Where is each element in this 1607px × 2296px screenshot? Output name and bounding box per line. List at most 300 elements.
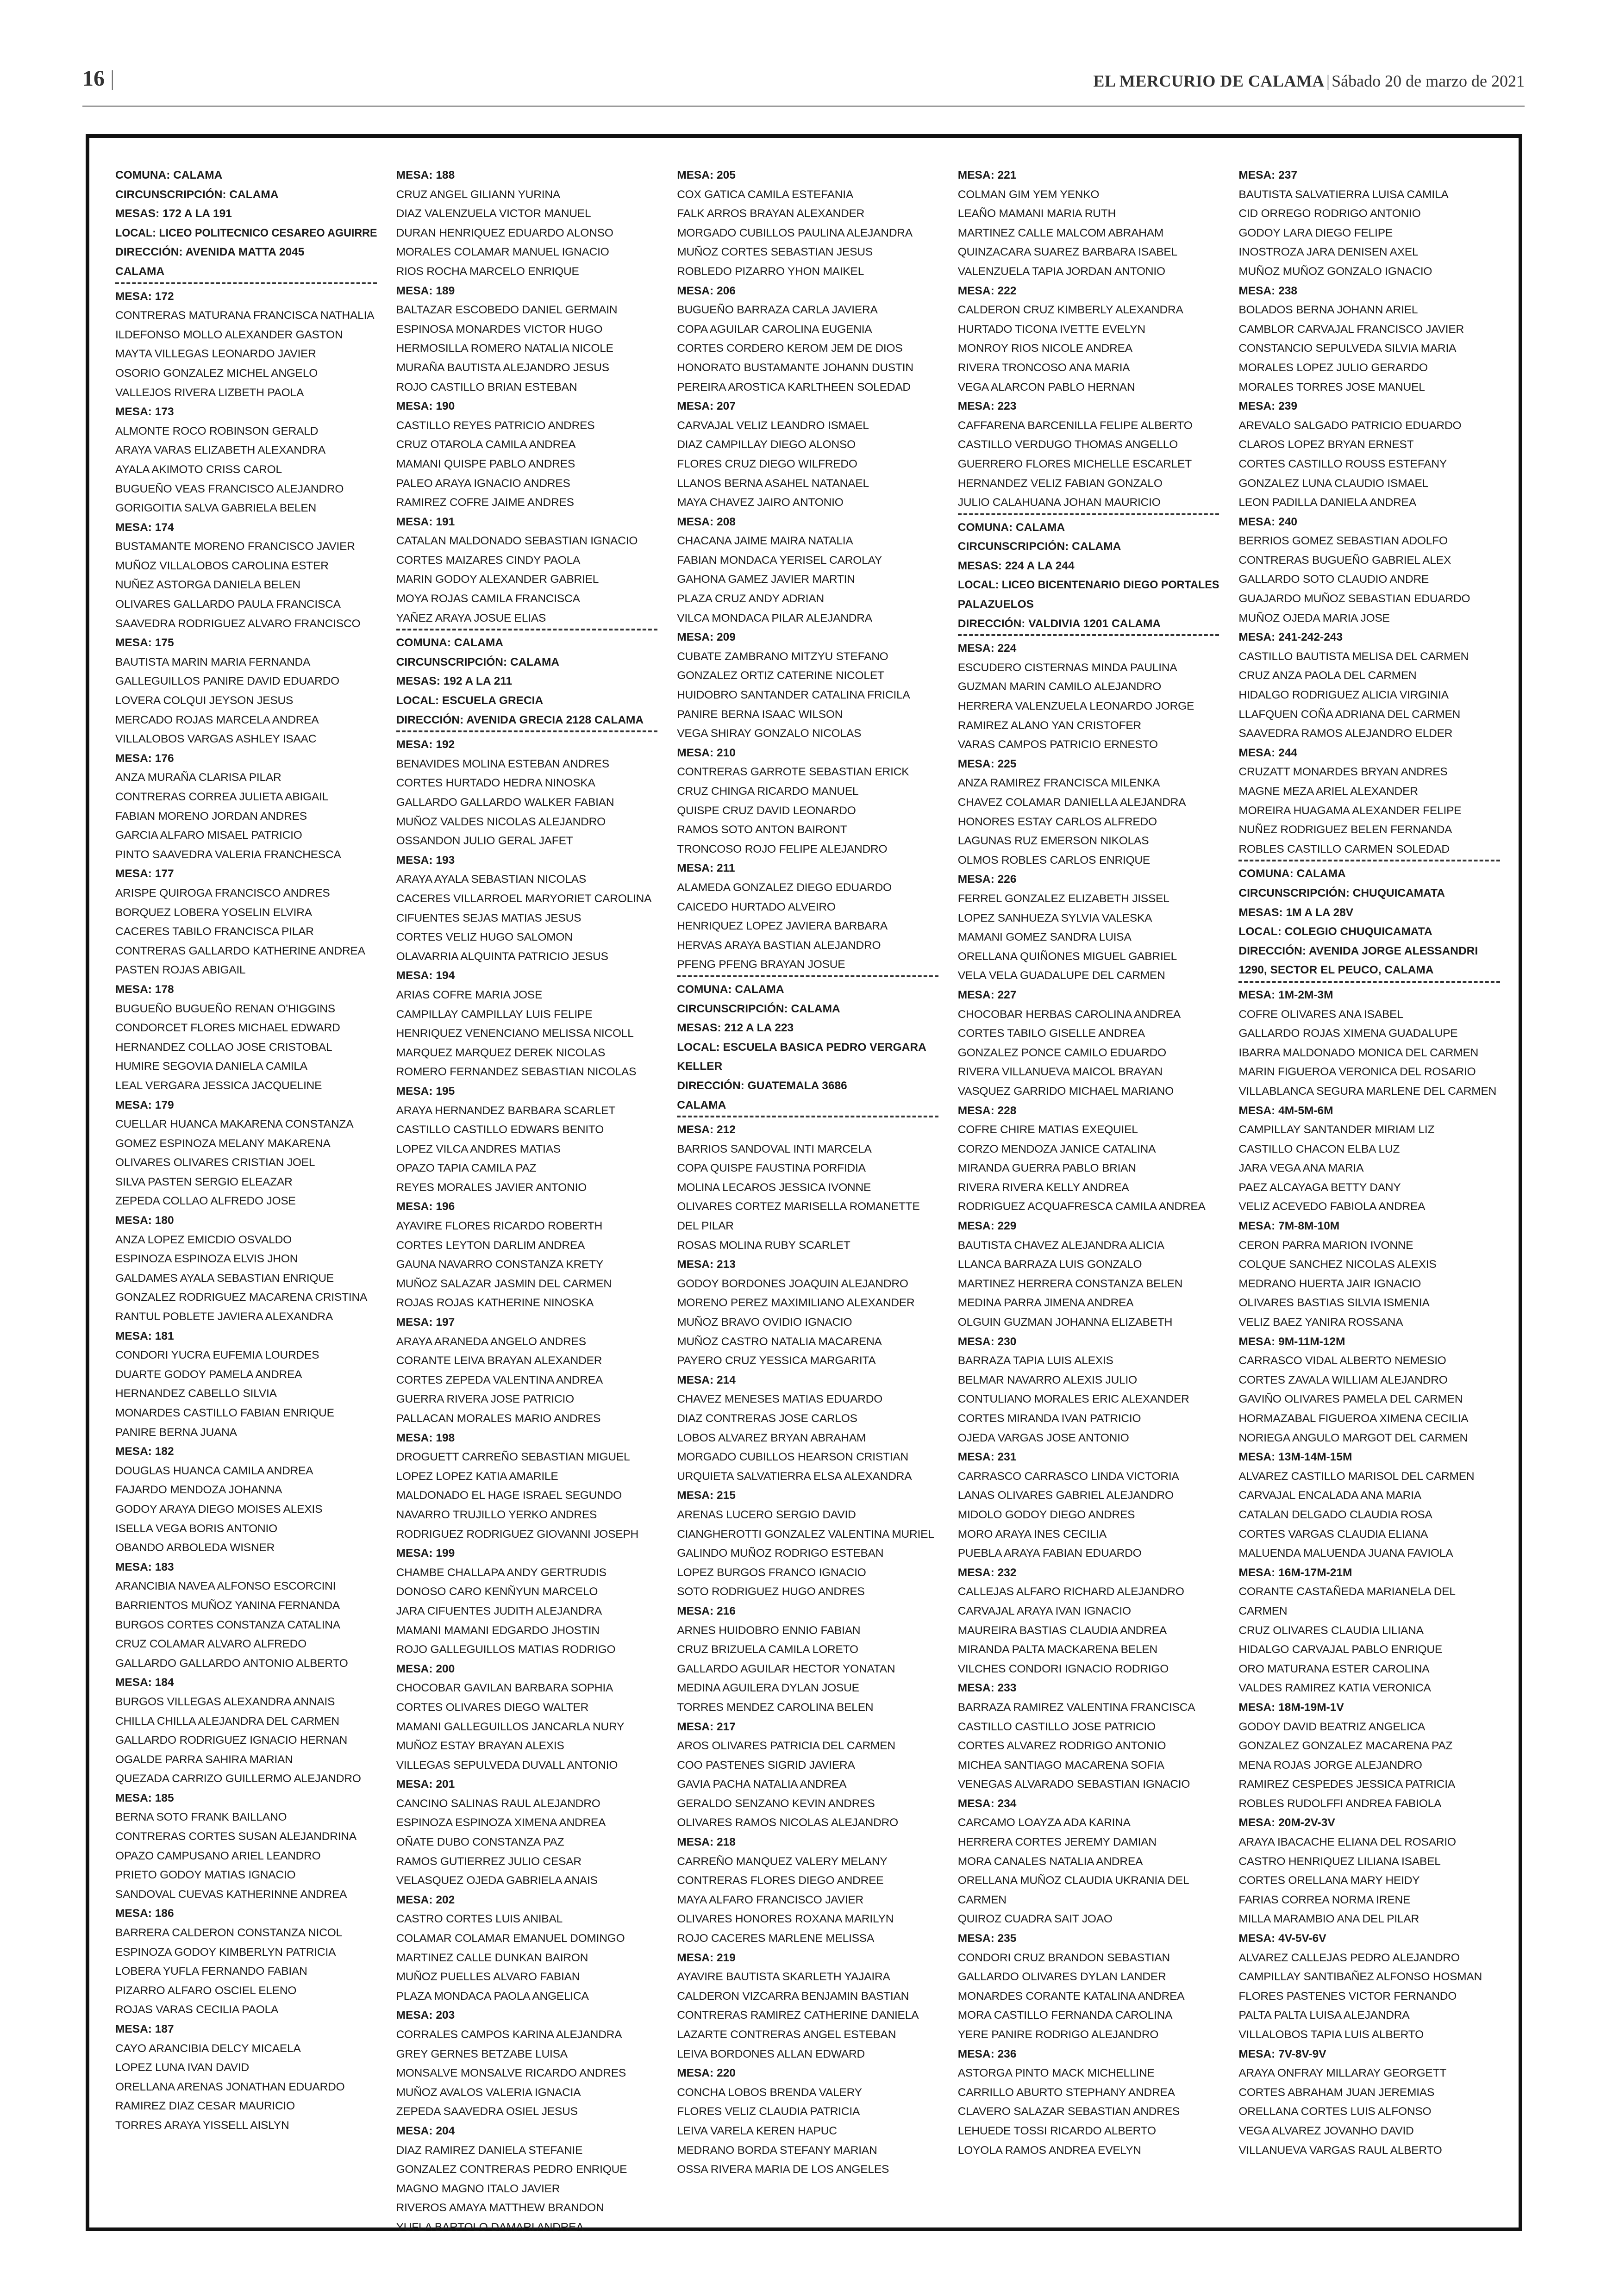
voter-name: CRUZ BRIZUELA CAMILA LORETO — [677, 1643, 858, 1656]
voter-name: YERE PANIRE RODRIGO ALEJANDRO — [957, 2028, 1159, 2041]
voter-name: MORALES LOPEZ JULIO GERARDO — [1238, 361, 1428, 374]
voter-name: COLAMAR COLAMAR EMANUEL DOMINGO — [396, 1932, 625, 1945]
mesa-heading: MESA: 227 — [957, 988, 1017, 1001]
voter-name: OLIVARES OLIVARES CRISTIAN JOEL — [115, 1156, 315, 1169]
voter-name: FLORES PASTENES VICTOR FERNANDO — [1238, 1990, 1457, 2003]
voter-name: ARAYA ONFRAY MILLARAY GEORGETT — [1238, 2067, 1447, 2080]
mesa-heading: MESA: 176 — [115, 752, 174, 765]
voter-name: CACERES VILLARROEL MARYORIET CAROLINA — [396, 892, 652, 905]
mesa-heading: MESA: 191 — [396, 515, 455, 528]
voter-name: HURTADO TICONA IVETTE EVELYN — [957, 323, 1145, 336]
mesa-heading: MESA: 224 — [957, 642, 1017, 655]
voter-name: GODOY LARA DIEGO FELIPE — [1238, 226, 1393, 239]
mesa-heading: MESA: 216 — [677, 1604, 736, 1617]
voter-name: GONZALEZ GONZALEZ MACARENA PAZ — [1238, 1740, 1453, 1753]
voter-name: BAUTISTA MARIN MARIA FERNANDA — [115, 655, 311, 668]
voter-name: MURAÑA BAUTISTA ALEJANDRO JESUS — [396, 361, 609, 374]
voter-name: TORRES ARAYA YISSELL AISLYN — [115, 2119, 289, 2132]
voter-name: OJEDA VARGAS JOSE ANTONIO — [957, 1431, 1129, 1444]
voter-name: CASTRO CORTES LUIS ANIBAL — [396, 1913, 563, 1926]
voter-name: CONSTANCIO SEPULVEDA SILVIA MARIA — [1238, 342, 1457, 355]
voter-name: GORIGOITIA SALVA GABRIELA BELEN — [115, 502, 317, 515]
mesa-heading: MESA: 235 — [957, 1932, 1017, 1945]
voter-name: CIFUENTES SEJAS MATIAS JESUS — [396, 911, 582, 924]
voter-name: MAMANI QUISPE PABLO ANDRES — [396, 457, 575, 470]
voter-name: CRUZ ANZA PAOLA DEL CARMEN — [1238, 669, 1417, 682]
polling-place-info: MESAS: 212 A LA 223 — [677, 1022, 794, 1035]
voter-name: GUZMAN MARIN CAMILO ALEJANDRO — [957, 680, 1162, 693]
voter-name: VARAS CAMPOS PATRICIO ERNESTO — [957, 738, 1158, 751]
voter-name: BORQUEZ LOBERA YOSELIN ELVIRA — [115, 906, 312, 919]
voter-name: GALLARDO RODRIGUEZ IGNACIO HERNAN — [115, 1734, 348, 1747]
polling-place-info: LOCAL: LICEO POLITECNICO CESAREO AGUIRRE — [115, 226, 377, 239]
voter-name: OLIVARES GALLARDO PAULA FRANCISCA — [115, 598, 341, 611]
voter-name: CALDERON CRUZ KIMBERLY ALEXANDRA — [957, 304, 1183, 317]
voter-name: CASTILLO CHACON ELBA LUZ — [1238, 1142, 1400, 1155]
voter-name: ROJO CACERES MARLENE MELISSA — [677, 1932, 875, 1945]
voter-name: ORELLANA CORTES LUIS ALFONSO — [1238, 2105, 1432, 2118]
voter-name: BARRAZA RAMIREZ VALENTINA FRANCISCA — [957, 1701, 1195, 1714]
voter-name: CUELLAR HUANCA MAKARENA CONSTANZA — [115, 1118, 354, 1131]
voter-name: GODOY ARAYA DIEGO MOISES ALEXIS — [115, 1503, 323, 1516]
voter-name: ORELLANA QUIÑONES MIGUEL GABRIEL — [957, 950, 1177, 963]
voter-name: BAUTISTA SALVATIERRA LUISA CAMILA — [1238, 188, 1449, 201]
mesa-heading: MESA: 209 — [677, 631, 736, 644]
voter-name: ESPINOSA MONARDES VICTOR HUGO — [396, 323, 603, 336]
mesa-heading: MESA: 194 — [396, 969, 455, 982]
voter-name: SAAVEDRA RODRIGUEZ ALVARO FRANCISCO — [115, 617, 361, 630]
voter-name: MARIN GODOY ALEXANDER GABRIEL — [396, 573, 599, 586]
voter-name: CONTRERAS GARROTE SEBASTIAN ERICK — [677, 766, 909, 779]
polling-place-info: CIRCUNSCRIPCIÓN: CALAMA — [115, 188, 279, 201]
voter-name: ARENAS LUCERO SERGIO DAVID — [677, 1508, 856, 1521]
voter-name: URQUIETA SALVATIERRA ELSA ALEXANDRA — [677, 1470, 912, 1483]
voter-name: HERMOSILLA ROMERO NATALIA NICOLE — [396, 342, 613, 355]
voter-name: OSSANDON JULIO GERAL JAFET — [396, 835, 573, 848]
voter-name: GAHONA GAMEZ JAVIER MARTIN — [677, 573, 855, 586]
voter-name: LOPEZ BURGOS FRANCO IGNACIO — [677, 1566, 866, 1579]
voter-name: MOLINA LECAROS JESSICA IVONNE — [677, 1181, 871, 1194]
voter-name: CACERES TABILO FRANCISCA PILAR — [115, 925, 314, 938]
voter-name: COO PASTENES SIGRID JAVIERA — [677, 1759, 855, 1772]
voter-name: SAAVEDRA RAMOS ALEJANDRO ELDER — [1238, 727, 1453, 740]
voter-name: CONTULIANO MORALES ERIC ALEXANDER — [957, 1393, 1189, 1406]
voter-name: NUÑEZ RODRIGUEZ BELEN FERNANDA — [1238, 824, 1452, 836]
voter-name: HERRERA CORTES JEREMY DAMIAN — [957, 1836, 1157, 1849]
voter-name: CONDORCET FLORES MICHAEL EDWARD — [115, 1022, 340, 1035]
voter-name: CAICEDO HURTADO ALVEIRO — [677, 900, 836, 913]
voter-name: CHAVEZ MENESES MATIAS EDUARDO — [677, 1393, 883, 1406]
voter-name: ILDEFONSO MOLLO ALEXANDER GASTON — [115, 328, 343, 341]
voter-name: OLIVARES RAMOS NICOLAS ALEJANDRO — [677, 1816, 899, 1829]
voter-name: VEGA ALARCON PABLO HERNAN — [957, 381, 1135, 393]
mesa-heading: MESA: 182 — [115, 1445, 174, 1458]
voter-name: PFENG PFENG BRAYAN JOSUE — [677, 958, 845, 971]
voter-name: MENA ROJAS JORGE ALEJANDRO — [1238, 1759, 1422, 1772]
voter-name: JARA VEGA ANA MARIA — [1238, 1162, 1364, 1175]
voter-name: COX GATICA CAMILA ESTEFANIA — [677, 188, 853, 201]
polling-place-info: CALAMA — [115, 265, 165, 278]
voter-name: ESCUDERO CISTERNAS MINDA PAULINA — [957, 661, 1177, 674]
voter-name: BURGOS VILLEGAS ALEXANDRA ANNAIS — [115, 1695, 335, 1708]
mesa-heading: MESA: 220 — [677, 2067, 736, 2080]
voter-name: CUBATE ZAMBRANO MITZYU STEFANO — [677, 650, 888, 663]
voter-name: OPAZO TAPIA CAMILA PAZ — [396, 1162, 537, 1175]
voter-name: MARIN FIGUEROA VERONICA DEL ROSARIO — [1238, 1066, 1476, 1079]
voter-name: BUGUEÑO BUGUEÑO RENAN O'HIGGINS — [115, 1002, 335, 1015]
voter-name: ALMONTE ROCO ROBINSON GERALD — [115, 424, 319, 437]
voter-name: MONARDES CORANTE KATALINA ANDREA — [957, 1990, 1185, 2003]
voter-name: VASQUEZ GARRIDO MICHAEL MARIANO — [957, 1085, 1174, 1098]
voter-name: VILLANUEVA VARGAS RAUL ALBERTO — [1238, 2144, 1442, 2157]
polling-place-info: COMUNA: CALAMA — [1238, 867, 1346, 880]
voter-name: VILLALOBOS VARGAS ASHLEY ISAAC — [115, 733, 317, 746]
voter-name: MAMANI GOMEZ SANDRA LUISA — [957, 931, 1132, 944]
voter-name: MAGNE MEZA ARIEL ALEXANDER — [1238, 785, 1418, 798]
mesa-heading: MESA: 187 — [115, 2023, 174, 2035]
voter-name: FALK ARROS BRAYAN ALEXANDER — [677, 207, 865, 220]
voter-name: MUÑOZ OJEDA MARIA JOSE — [1238, 611, 1390, 624]
voter-name: VELA VELA GUADALUPE DEL CARMEN — [957, 969, 1165, 982]
section-divider — [677, 975, 938, 977]
voter-name: QUIROZ CUADRA SAIT JOAO — [957, 1913, 1113, 1926]
voter-name: PAYERO CRUZ YESSICA MARGARITA — [677, 1354, 876, 1367]
mesa-heading: MESA: 213 — [677, 1258, 736, 1271]
voter-name: ANZA LOPEZ EMICDIO OSVALDO — [115, 1233, 292, 1246]
mesa-heading: MESA: 218 — [677, 1836, 736, 1849]
voter-name: GALLARDO ROJAS XIMENA GUADALUPE — [1238, 1027, 1458, 1040]
mesa-heading: MESA: 200 — [396, 1662, 455, 1675]
polling-place-info: MESAS: 192 A LA 211 — [396, 675, 513, 688]
voter-name: ROJO CASTILLO BRIAN ESTEBAN — [396, 381, 577, 393]
voter-name: ARISPE QUIROGA FRANCISCO ANDRES — [115, 886, 330, 899]
voter-name: TORRES MENDEZ CAROLINA BELEN — [677, 1701, 874, 1714]
polling-place-info: LOCAL: ESCUELA BASICA PEDRO VERGARA — [677, 1041, 926, 1054]
voter-name: DIAZ RAMIREZ DANIELA STEFANIE — [396, 2144, 583, 2157]
mesa-heading: MESA: 201 — [396, 1778, 455, 1791]
mesa-heading: MESA: 238 — [1238, 284, 1298, 297]
voter-name: RIVERA TRONCOSO ANA MARIA — [957, 361, 1130, 374]
voter-name: CONTRERAS FLORES DIEGO ANDREE — [677, 1874, 884, 1887]
voter-name: PALTA PALTA LUISA ALEJANDRA — [1238, 2009, 1410, 2022]
voter-name: FLORES VELIZ CLAUDIA PATRICIA — [677, 2105, 860, 2118]
polling-place-info: DIRECCIÓN: GUATEMALA 3686 — [677, 1079, 847, 1092]
polling-place-info: DIRECCIÓN: AVENIDA JORGE ALESSANDRI — [1238, 944, 1478, 957]
voter-name: CORTES VELIZ HUGO SALOMON — [396, 931, 573, 944]
polling-place-info: PALAZUELOS — [957, 598, 1034, 611]
voter-name: ORELLANA ARENAS JONATHAN EDUARDO — [115, 2080, 345, 2093]
voter-name: CORANTE LEIVA BRAYAN ALEXANDER — [396, 1354, 602, 1367]
mesa-heading: MESA: 236 — [957, 2047, 1017, 2060]
voter-name: GAUNA NAVARRO CONSTANZA KRETY — [396, 1258, 604, 1271]
mesa-heading: MESA: 181 — [115, 1329, 174, 1342]
voter-name: COLQUE SANCHEZ NICOLAS ALEXIS — [1238, 1258, 1437, 1271]
voter-name: GALLARDO SOTO CLAUDIO ANDRE — [1238, 573, 1429, 586]
voter-name: ALVAREZ CASTILLO MARISOL DEL CARMEN — [1238, 1470, 1475, 1483]
mesa-heading: MESA: 205 — [677, 169, 736, 181]
mesa-heading: MESA: 174 — [115, 521, 174, 534]
mesa-heading: MESA: 4V-5V-6V — [1238, 1932, 1326, 1945]
voter-name: VILLEGAS SEPULVEDA DUVALL ANTONIO — [396, 1759, 618, 1772]
voter-name: HERRERA VALENZUELA LEONARDO JORGE — [957, 700, 1194, 713]
voter-name: AYALA AKIMOTO CRISS CAROL — [115, 463, 282, 476]
voter-name: DEL PILAR — [677, 1220, 734, 1233]
mesa-heading: MESA: 234 — [957, 1797, 1017, 1810]
voter-name: CRUZ OLIVARES CLAUDIA LILIANA — [1238, 1624, 1424, 1637]
voter-name: VILCHES CONDORI IGNACIO RODRIGO — [957, 1662, 1169, 1675]
voter-name: MUÑOZ SALAZAR JASMIN DEL CARMEN — [396, 1277, 612, 1290]
voter-name: ROBLES RUDOLFFI ANDREA FABIOLA — [1238, 1797, 1442, 1810]
voter-name: BARRIOS SANDOVAL INTI MARCELA — [677, 1142, 872, 1155]
voter-name: DURAN HENRIQUEZ EDUARDO ALONSO — [396, 226, 613, 239]
voter-name: MUÑOZ VALDES NICOLAS ALEJANDRO — [396, 815, 606, 828]
mesa-heading: MESA: 219 — [677, 1951, 736, 1964]
polling-place-info: CIRCUNSCRIPCIÓN: CALAMA — [677, 1002, 840, 1015]
mesa-heading: MESA: 173 — [115, 406, 174, 418]
section-divider — [396, 730, 658, 732]
voter-name: MONROY RIOS NICOLE ANDREA — [957, 342, 1132, 355]
voter-name: GUERRA RIVERA JOSE PATRICIO — [396, 1393, 575, 1406]
section-divider — [958, 513, 1219, 515]
voter-name: MUÑOZ ESTAY BRAYAN ALEXIS — [396, 1740, 564, 1753]
voter-name: GONZALEZ LUNA CLAUDIO ISMAEL — [1238, 477, 1429, 490]
mesa-heading: MESA: 206 — [677, 284, 736, 297]
voter-name: CALLEJAS ALFARO RICHARD ALEJANDRO — [957, 1585, 1184, 1598]
voter-name: PEREIRA AROSTICA KARLTHEEN SOLEDAD — [677, 381, 911, 393]
voter-name: ASTORGA PINTO MACK MICHELLINE — [957, 2067, 1155, 2080]
mesa-heading: MESA: 244 — [1238, 746, 1298, 759]
section-divider — [1238, 981, 1500, 983]
mesa-heading: MESA: 229 — [957, 1220, 1017, 1233]
mesa-heading: MESA: 223 — [957, 400, 1017, 413]
voter-name: OLMOS ROBLES CARLOS ENRIQUE — [957, 854, 1151, 867]
voter-name: BURGOS CORTES CONSTANZA CATALINA — [115, 1618, 340, 1631]
voter-name: CARRASCO CARRASCO LINDA VICTORIA — [957, 1470, 1179, 1483]
voter-name: MORA CASTILLO FERNANDA CAROLINA — [957, 2009, 1173, 2022]
mesa-heading: MESA: 184 — [115, 1676, 174, 1689]
voter-name: CALDERON VIZCARRA BENJAMIN BASTIAN — [677, 1990, 909, 2003]
polling-place-info: DIRECCIÓN: VALDIVIA 1201 CALAMA — [957, 617, 1161, 630]
voter-name: CONTRERAS BUGUEÑO GABRIEL ALEX — [1238, 554, 1451, 567]
voter-name: LOPEZ SANHUEZA SYLVIA VALESKA — [957, 911, 1152, 924]
voter-name: CAFFARENA BARCENILLA FELIPE ALBERTO — [957, 419, 1193, 432]
voter-name: GALDAMES AYALA SEBASTIAN ENRIQUE — [115, 1272, 334, 1285]
mesa-heading: MESA: 172 — [115, 290, 174, 303]
voter-name: VILCA MONDACA PILAR ALEJANDRA — [677, 611, 872, 624]
voter-name: LLAFQUEN COÑA ADRIANA DEL CARMEN — [1238, 708, 1461, 721]
voter-name: HERNANDEZ VELIZ FABIAN GONZALO — [957, 477, 1163, 490]
polling-place-info: 1290, SECTOR EL PEUCO, CALAMA — [1238, 964, 1434, 977]
voter-name: CARMEN — [957, 1893, 1007, 1906]
voter-name: HERNANDEZ COLLAO JOSE CRISTOBAL — [115, 1041, 332, 1054]
voter-name: QUISPE CRUZ DAVID LEONARDO — [677, 804, 856, 817]
polling-place-info: LOCAL: ESCUELA GRECIA — [396, 694, 544, 707]
voter-name: DIAZ CAMPILLAY DIEGO ALONSO — [677, 438, 856, 451]
voter-name: LOBERA YUFLA FERNANDO FABIAN — [115, 1965, 307, 1978]
voter-name: ALAMEDA GONZALEZ DIEGO EDUARDO — [677, 881, 892, 894]
mesa-heading: MESA: 196 — [396, 1200, 455, 1213]
voter-name: BERRIOS GOMEZ SEBASTIAN ADOLFO — [1238, 535, 1448, 548]
masthead — [1093, 71, 1525, 91]
voter-name: RAMIREZ DIAZ CESAR MAURICIO — [115, 2100, 295, 2113]
voter-name: HIDALGO RODRIGUEZ ALICIA VIRGINIA — [1238, 689, 1449, 702]
voter-name: CORTES CORDERO KEROM JEM DE DIOS — [677, 342, 903, 355]
voter-name: CRUZ CHINGA RICARDO MANUEL — [677, 785, 859, 798]
voter-name: MORGADO CUBILLOS HEARSON CRISTIAN — [677, 1451, 909, 1464]
voter-name: MARQUEZ MARQUEZ DEREK NICOLAS — [396, 1046, 606, 1059]
voter-name: ESPINOZA ESPINOZA ELVIS JHON — [115, 1253, 298, 1266]
voter-name: CARRILLO ABURTO STEPHANY ANDREA — [957, 2086, 1175, 2099]
voter-name: IBARRA MALDONADO MONICA DEL CARMEN — [1238, 1046, 1479, 1059]
voter-name: BALTAZAR ESCOBEDO DANIEL GERMAIN — [396, 304, 618, 317]
voter-name: BOLADOS BERNA JOHANN ARIEL — [1238, 304, 1418, 317]
voter-name: SILVA PASTEN SERGIO ELEAZAR — [115, 1175, 293, 1188]
voter-name: CORTES MIRANDA IVAN PATRICIO — [957, 1412, 1141, 1425]
voter-name: CRUZ COLAMAR ALVARO ALFREDO — [115, 1638, 307, 1651]
voter-name: CARRASCO VIDAL ALBERTO NEMESIO — [1238, 1354, 1446, 1367]
voter-name: FLORES CRUZ DIEGO WILFREDO — [677, 457, 857, 470]
voter-name: MALDONADO EL HAGE ISRAEL SEGUNDO — [396, 1489, 622, 1502]
voter-name: HORMAZABAL FIGUEROA XIMENA CECILIA — [1238, 1412, 1469, 1425]
mesa-heading: MESA: 202 — [396, 1893, 455, 1906]
voter-name: GOMEZ ESPINOZA MELANY MAKARENA — [115, 1137, 331, 1150]
voter-name: PLAZA CRUZ ANDY ADRIAN — [677, 593, 825, 605]
mesa-heading: MESA: 230 — [957, 1335, 1017, 1348]
mesa-heading: MESA: 18M-19M-1V — [1238, 1701, 1344, 1714]
voter-name: FABIAN MONDACA YERISEL CAROLAY — [677, 554, 882, 567]
voter-name: CONTRERAS CORTES SUSAN ALEJANDRINA — [115, 1830, 356, 1843]
voter-name: CID ORREGO RODRIGO ANTONIO — [1238, 207, 1421, 220]
voter-name: OSSA RIVERA MARIA DE LOS ANGELES — [677, 2163, 889, 2176]
voter-name: ARAYA ARANEDA ANGELO ANDRES — [396, 1335, 586, 1348]
voter-name: PASTEN ROJAS ABIGAIL — [115, 964, 246, 977]
mesa-heading: MESA: 7M-8M-10M — [1238, 1220, 1340, 1233]
mesa-heading: MESA: 204 — [396, 2124, 455, 2137]
voter-name: RIVEROS AMAYA MATTHEW BRANDON — [396, 2202, 604, 2215]
voter-name: NUÑEZ ASTORGA DANIELA BELEN — [115, 579, 300, 592]
voter-name: OPAZO CAMPUSANO ARIEL LEANDRO — [115, 1849, 321, 1862]
voter-name: LOPEZ VILCA ANDRES MATIAS — [396, 1142, 561, 1155]
voter-name: CORTES ORELLANA MARY HEIDY — [1238, 1874, 1420, 1887]
voter-name: BUSTAMANTE MORENO FRANCISCO JAVIER — [115, 540, 355, 553]
voter-name: MIRANDA GUERRA PABLO BRIAN — [957, 1162, 1136, 1175]
mesa-heading: MESA: 240 — [1238, 515, 1298, 528]
mesa-heading: MESA: 221 — [957, 169, 1017, 181]
voter-name: CARCAMO LOAYZA ADA KARINA — [957, 1816, 1131, 1829]
voter-name: ESPINOZA ESPINOZA XIMENA ANDREA — [396, 1816, 606, 1829]
voter-name: SANDOVAL CUEVAS KATHERINNE ANDREA — [115, 1888, 347, 1901]
voter-name: VELIZ BAEZ YANIRA ROSSANA — [1238, 1316, 1403, 1329]
voter-name: FARIAS CORREA NORMA IRENE — [1238, 1893, 1411, 1906]
voter-name: CORTES TABILO GISELLE ANDREA — [957, 1027, 1145, 1040]
voter-name: HERNANDEZ CABELLO SILVIA — [115, 1387, 277, 1400]
polling-place-info: COMUNA: CALAMA — [957, 521, 1065, 534]
voter-name: CASTILLO CASTILLO JOSE PATRICIO — [957, 1720, 1156, 1733]
voter-name: LLANCA BARRAZA LUIS GONZALO — [957, 1258, 1142, 1271]
voter-name: VALENZUELA TAPIA JORDAN ANTONIO — [957, 265, 1165, 278]
voter-name: LOVERA COLQUI JEYSON JESUS — [115, 694, 294, 707]
mesa-heading: MESA: 212 — [677, 1123, 736, 1136]
voter-name: DONOSO CARO KENÑYUN MARCELO — [396, 1585, 598, 1598]
section-divider — [677, 1116, 938, 1117]
voter-name: MORALES COLAMAR MANUEL IGNACIO — [396, 246, 609, 259]
polling-place-info: CIRCUNSCRIPCIÓN: CALAMA — [957, 540, 1121, 553]
mesa-heading: MESA: 195 — [396, 1085, 455, 1098]
voter-name: CERON PARRA MARION IVONNE — [1238, 1239, 1413, 1252]
voter-name: CONTRERAS MATURANA FRANCISCA NATHALIA — [115, 309, 375, 322]
voter-name: GONZALEZ RODRIGUEZ MACARENA CRISTINA — [115, 1291, 368, 1304]
column-5 — [1238, 166, 1500, 2214]
mesa-heading: MESA: 185 — [115, 1791, 174, 1804]
voter-name: CONDORI YUCRA EUFEMIA LOURDES — [115, 1349, 319, 1362]
voter-name: MAGNO MAGNO ITALO JAVIER — [396, 2182, 560, 2195]
voter-name: CHAMBE CHALLAPA ANDY GERTRUDIS — [396, 1566, 607, 1579]
voter-name: ROBLES CASTILLO CARMEN SOLEDAD — [1238, 842, 1450, 855]
voter-name: NORIEGA ANGULO MARGOT DEL CARMEN — [1238, 1431, 1468, 1444]
voter-name: VALDES RAMIREZ KATIA VERONICA — [1238, 1682, 1431, 1695]
section-divider — [1238, 860, 1500, 861]
voter-name: MUÑOZ VILLALOBOS CAROLINA ESTER — [115, 559, 329, 572]
voter-name: OGALDE PARRA SAHIRA MARIAN — [115, 1753, 293, 1766]
voter-name: CONTRERAS RAMIREZ CATHERINE DANIELA — [677, 2009, 919, 2022]
polling-place-info: CIRCUNSCRIPCIÓN: CALAMA — [396, 655, 560, 668]
voter-name: MARTINEZ CALLE DUNKAN BAIRON — [396, 1951, 588, 1964]
voter-name: CHAVEZ COLAMAR DANIELLA ALEJANDRA — [957, 796, 1186, 809]
voter-name: LANAS OLIVARES GABRIEL ALEJANDRO — [957, 1489, 1174, 1502]
voter-name: INOSTROZA JARA DENISEN AXEL — [1238, 246, 1419, 259]
voter-name: LEON PADILLA DANIELA ANDREA — [1238, 496, 1416, 509]
voter-name: DOUGLAS HUANCA CAMILA ANDREA — [115, 1464, 313, 1477]
voter-name: LEIVA VARELA KEREN HAPUC — [677, 2124, 837, 2137]
voter-name: MOREIRA HUAGAMA ALEXANDER FELIPE — [1238, 804, 1462, 817]
voter-name: CATALAN DELGADO CLAUDIA ROSA — [1238, 1508, 1432, 1521]
voter-name: HONORATO BUSTAMANTE JOHANN DUSTIN — [677, 361, 913, 374]
mesa-heading: MESA: 203 — [396, 2009, 455, 2022]
voter-name: LOPEZ LUNA IVAN DAVID — [115, 2061, 249, 2074]
voter-name: GONZALEZ ORTIZ CATERINE NICOLET — [677, 669, 884, 682]
voter-name: PLAZA MONDACA PAOLA ANGELICA — [396, 1990, 589, 2003]
voter-name: COPA AGUILAR CAROLINA EUGENIA — [677, 323, 872, 336]
voting-table-frame — [86, 134, 1522, 2234]
polling-place-info: LOCAL: COLEGIO CHUQUICAMATA — [1238, 925, 1432, 938]
voter-name: FAJARDO MENDOZA JOHANNA — [115, 1484, 282, 1497]
mesa-heading: MESA: 178 — [115, 983, 174, 996]
voter-name: CLAVERO SALAZAR SEBASTIAN ANDRES — [957, 2105, 1180, 2118]
voter-name: ARANCIBIA NAVEA ALFONSO ESCORCINI — [115, 1580, 336, 1593]
voter-name: GUAJARDO MUÑOZ SEBASTIAN EDUARDO — [1238, 593, 1470, 605]
voter-name: ESPINOZA GODOY KIMBERLYN PATRICIA — [115, 1946, 336, 1959]
mesa-heading: MESA: 208 — [677, 515, 736, 528]
mesa-heading: MESA: 214 — [677, 1373, 736, 1386]
voter-name: DIAZ CONTRERAS JOSE CARLOS — [677, 1412, 857, 1425]
voter-name: ROJAS VARAS CECILIA PAOLA — [115, 2003, 279, 2016]
column-4 — [958, 166, 1219, 2214]
voter-name: ALVAREZ CALLEJAS PEDRO ALEJANDRO — [1238, 1951, 1460, 1964]
voter-name: CAMPILLAY CAMPILLAY LUIS FELIPE — [396, 1008, 593, 1021]
voter-name: HENRIQUEZ VENENCIANO MELISSA NICOLL — [396, 1027, 634, 1040]
voter-name: CARREÑO MANQUEZ VALERY MELANY — [677, 1855, 888, 1868]
masthead-separator: | — [1326, 72, 1330, 90]
voter-name: CHILLA CHILLA ALEJANDRA DEL CARMEN — [115, 1715, 339, 1728]
voter-name: COFRE OLIVARES ANA ISABEL — [1238, 1008, 1403, 1021]
mesa-heading: MESA: 4M-5M-6M — [1238, 1104, 1333, 1117]
voter-name: CORRALES CAMPOS KARINA ALEJANDRA — [396, 2028, 622, 2041]
voter-name: GREY GERNES BETZABE LUISA — [396, 2047, 568, 2060]
voter-name: OLGUIN GUZMAN JOHANNA ELIZABETH — [957, 1316, 1173, 1329]
voter-name: HIDALGO CARVAJAL PABLO ENRIQUE — [1238, 1643, 1443, 1656]
voter-name: HUMIRE SEGOVIA DANIELA CAMILA — [115, 1060, 307, 1073]
voter-name: MEDINA AGUILERA DYLAN JOSUE — [677, 1682, 859, 1695]
